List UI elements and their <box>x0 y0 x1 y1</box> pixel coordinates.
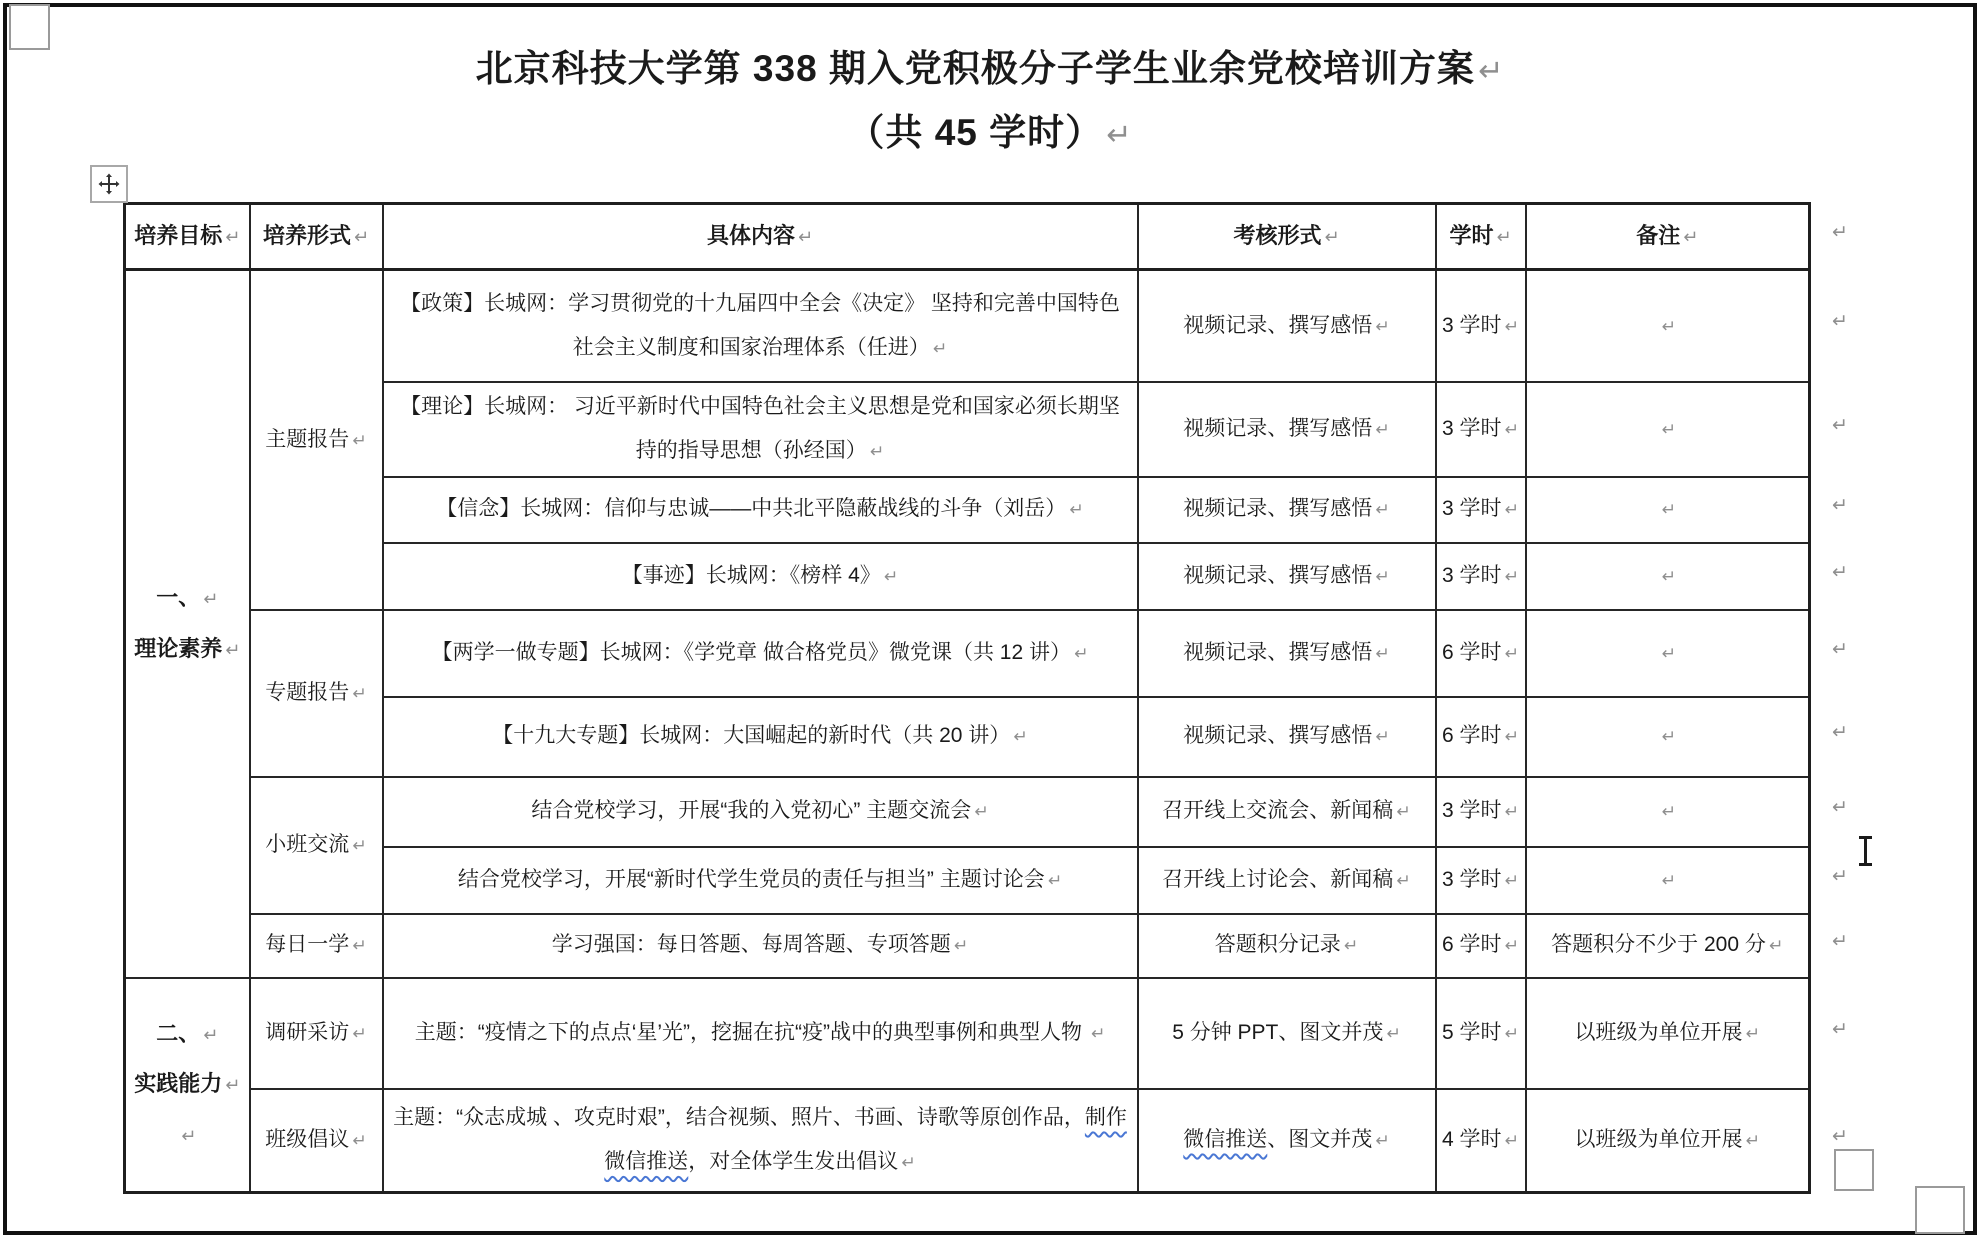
paragraph-mark: ↵ <box>1343 935 1359 956</box>
cell-hours[interactable]: 3 学时 ↵ <box>1436 777 1526 847</box>
paragraph-mark: ↵ <box>1375 1130 1390 1151</box>
paragraph-mark: ↵ <box>1396 869 1411 890</box>
cell-assessment[interactable]: 视频记录、撰写感悟 ↵ <box>1138 697 1436 777</box>
cell-note[interactable]: 以班级为单位开展 ↵ <box>1526 1089 1810 1193</box>
table-row <box>125 777 1810 847</box>
cell-hours[interactable]: 3 学时 ↵ <box>1436 847 1526 914</box>
paragraph-mark: ↵ <box>352 1130 367 1151</box>
paragraph-mark: ↵ <box>1504 315 1519 336</box>
paragraph-mark: ↵ <box>1504 418 1519 439</box>
column-header[interactable]: 考核形式 ↵ <box>1138 204 1436 270</box>
row-end-mark: ↵ <box>1832 638 1848 660</box>
table-row <box>125 1089 1810 1193</box>
paragraph-mark: ↵ <box>225 227 241 248</box>
paragraph-mark: ↵ <box>901 1152 916 1173</box>
cell-hours[interactable]: 6 学时 ↵ <box>1436 610 1526 697</box>
training-table-wrap <box>123 202 1848 1194</box>
paragraph-mark: ↵ <box>1073 642 1089 663</box>
paragraph-mark: ↵ <box>1504 499 1519 520</box>
paragraph-mark: ↵ <box>1496 227 1512 248</box>
cell-note[interactable] <box>1526 477 1810 543</box>
cell-training-form[interactable]: 主题报告 ↵ <box>250 270 383 610</box>
paragraph-mark: ↵ <box>1375 315 1390 336</box>
cell-hours[interactable]: 6 学时 ↵ <box>1436 914 1526 978</box>
cell-note[interactable] <box>1526 847 1810 914</box>
paragraph-mark: ↵ <box>1047 869 1063 890</box>
paragraph-mark: ↵ <box>1504 935 1519 956</box>
paragraph-mark: ↵ <box>181 1126 197 1147</box>
column-header[interactable]: 培养形式 ↵ <box>250 204 383 270</box>
row-end-mark: ↵ <box>1832 797 1848 818</box>
cell-note[interactable] <box>1526 777 1810 847</box>
cell-training-form[interactable]: 调研采访 ↵ <box>250 978 383 1089</box>
cell-assessment[interactable]: 视频记录、撰写感悟 ↵ <box>1138 270 1436 382</box>
table-row <box>125 978 1810 1089</box>
margin-mark-top-left <box>9 4 50 50</box>
cell-hours[interactable]: 6 学时 ↵ <box>1436 697 1526 777</box>
cell-assessment[interactable]: 召开线上讨论会、新闻稿 ↵ <box>1138 847 1436 914</box>
paragraph-mark: ↵ <box>352 682 367 703</box>
paragraph-mark: ↵ <box>1375 418 1390 439</box>
paragraph-mark: ↵ <box>352 935 367 956</box>
cell-content[interactable]: 【政策】长城网：学习贯彻党的十九届四中全会《决定》 坚持和完善中国特色社会主义制度和国家治理体系（任进） ↵ <box>383 270 1138 382</box>
paragraph-mark: ↵ <box>1745 1130 1760 1151</box>
paragraph-mark: ↵ <box>932 337 948 358</box>
paragraph-mark: ↵ <box>352 834 367 855</box>
row-end-mark: ↵ <box>1832 495 1848 516</box>
paragraph-mark: ↵ <box>1069 499 1084 520</box>
row-end-mark: ↵ <box>1832 414 1848 436</box>
row-end-mark: ↵ <box>1832 1126 1848 1147</box>
row-end-mark: ↵ <box>1832 561 1848 583</box>
paragraph-mark: ↵ <box>352 1022 367 1043</box>
paragraph-mark: ↵ <box>225 1075 241 1096</box>
paragraph-mark: ↵ <box>1661 869 1676 890</box>
paragraph-mark: ↵ <box>1375 565 1390 586</box>
cell-hours[interactable]: 3 学时 ↵ <box>1436 382 1526 477</box>
cell-hours[interactable]: 5 学时 ↵ <box>1436 978 1526 1089</box>
training-table <box>123 202 1811 1194</box>
paragraph-mark: ↵ <box>203 589 219 610</box>
paragraph-mark: ↵ <box>1477 55 1505 88</box>
cell-note[interactable] <box>1526 382 1810 477</box>
paragraph-mark: ↵ <box>1745 1022 1760 1043</box>
paragraph-mark: ↵ <box>1504 726 1519 747</box>
cell-assessment[interactable]: 召开线上交流会、新闻稿 ↵ <box>1138 777 1436 847</box>
paragraph-mark: ↵ <box>1375 499 1390 520</box>
table-row <box>125 914 1810 978</box>
cell-content[interactable]: 【两学一做专题】长城网：《学党章 做合格党员》微党课（共 12 讲） ↵ <box>383 610 1138 697</box>
cell-assessment[interactable]: 答题积分记录 ↵ <box>1138 914 1436 978</box>
cell-content[interactable]: 学习强国：每日答题、每周答题、专项答题 ↵ <box>383 914 1138 978</box>
paragraph-mark: ↵ <box>1661 726 1676 747</box>
paragraph-mark: ↵ <box>1661 418 1676 439</box>
row-end-mark: ↵ <box>1832 1018 1848 1040</box>
column-header[interactable]: 具体内容 ↵ <box>383 204 1138 270</box>
cell-note[interactable] <box>1526 543 1810 610</box>
row-end-mark: ↵ <box>1832 222 1848 243</box>
cell-assessment[interactable]: 视频记录、撰写感悟 ↵ <box>1138 543 1436 610</box>
paragraph-mark: ↵ <box>883 565 899 586</box>
cell-note[interactable] <box>1526 610 1810 697</box>
cell-content[interactable]: 主题：“众志成城 、攻克时艰”，结合视频、照片、书画、诗歌等原创作品，制作微信推送，对全体学生发出倡议 ↵ <box>383 1089 1138 1193</box>
cell-training-form[interactable]: 班级倡议 ↵ <box>250 1089 383 1193</box>
paragraph-mark: ↵ <box>1375 642 1390 663</box>
paragraph-mark: ↵ <box>1661 315 1676 336</box>
row-end-mark: ↵ <box>1832 311 1848 332</box>
margin-mark-bottom-right-inner <box>1834 1149 1874 1191</box>
cell-hours[interactable]: 3 学时 ↵ <box>1436 477 1526 543</box>
header-row <box>125 204 1810 270</box>
paragraph-mark: ↵ <box>974 801 989 822</box>
paragraph-mark: ↵ <box>1013 726 1028 747</box>
cell-content[interactable]: 结合党校学习，开展“新时代学生党员的责任与担当” 主题讨论会 ↵ <box>383 847 1138 914</box>
paragraph-mark: ↵ <box>953 935 969 956</box>
paragraph-mark: ↵ <box>203 1024 219 1045</box>
cell-note[interactable]: 答题积分不少于 200 分 ↵ <box>1526 914 1810 978</box>
paragraph-mark: ↵ <box>353 227 370 248</box>
column-header[interactable]: 培养目标 ↵ <box>125 204 250 270</box>
paragraph-mark: ↵ <box>225 639 241 660</box>
paragraph-mark: ↵ <box>1106 119 1133 152</box>
table-row <box>125 270 1810 382</box>
row-end-mark: ↵ <box>1832 722 1848 743</box>
cell-hours[interactable]: 3 学时 ↵ <box>1436 270 1526 382</box>
margin-mark-bottom-right-corner <box>1915 1186 1965 1234</box>
cell-training-goal[interactable]: 一、 ↵ 理论素养 ↵ <box>125 270 250 978</box>
cell-note[interactable]: 以班级为单位开展 ↵ <box>1526 978 1810 1089</box>
cell-assessment[interactable]: 视频记录、撰写感悟 ↵ <box>1138 382 1436 477</box>
cell-assessment[interactable]: 视频记录、撰写感悟 ↵ <box>1138 610 1436 697</box>
paragraph-mark: ↵ <box>1375 726 1390 747</box>
paragraph-mark: ↵ <box>1504 869 1519 890</box>
text-cursor <box>1859 836 1872 866</box>
column-header[interactable]: 学时 ↵ <box>1436 204 1526 270</box>
cell-hours[interactable]: 3 学时 ↵ <box>1436 543 1526 610</box>
document-title[interactable] <box>0 38 1980 92</box>
paragraph-mark: ↵ <box>1661 801 1676 822</box>
cell-content[interactable]: 【事迹】长城网：《榜样 4》 ↵ <box>383 543 1138 610</box>
move-icon <box>97 172 121 196</box>
paragraph-mark: ↵ <box>1504 1022 1519 1043</box>
cell-content[interactable]: 【信念】长城网：信仰与忠诚——中共北平隐蔽战线的斗争（刘岳） ↵ <box>383 477 1138 543</box>
paragraph-mark: ↵ <box>1396 801 1411 822</box>
paragraph-mark: ↵ <box>1386 1022 1401 1043</box>
paragraph-mark: ↵ <box>1504 801 1519 822</box>
paragraph-mark: ↵ <box>1683 227 1699 248</box>
cell-note[interactable] <box>1526 270 1810 382</box>
paragraph-mark: ↵ <box>1768 935 1784 956</box>
cell-hours[interactable]: 4 学时 ↵ <box>1436 1089 1526 1193</box>
cell-note[interactable] <box>1526 697 1810 777</box>
cell-training-form[interactable]: 专题报告 ↵ <box>250 610 383 777</box>
row-end-mark: ↵ <box>1832 931 1848 952</box>
paragraph-mark: ↵ <box>1661 642 1676 663</box>
paragraph-mark: ↵ <box>1661 499 1676 520</box>
document-subtitle[interactable] <box>0 102 1980 156</box>
cell-content[interactable]: 结合党校学习，开展“我的入党初心” 主题交流会 ↵ <box>383 777 1138 847</box>
row-end-mark: ↵ <box>1832 865 1848 887</box>
cell-content[interactable]: 【理论】长城网： 习近平新时代中国特色社会主义思想是党和国家必须长期坚持的指导思想（孙经国） ↵ <box>383 382 1138 477</box>
table-move-handle[interactable] <box>90 165 128 203</box>
paragraph-mark: ↵ <box>797 227 814 248</box>
cell-content[interactable]: 主题：“疫情之下的点点‘星’光”，挖掘在抗“疫”战中的典型事例和典型人物 ↵ <box>383 978 1138 1089</box>
cell-assessment[interactable]: 5 分钟 PPT、图文并茂 ↵ <box>1138 978 1436 1089</box>
paragraph-mark: ↵ <box>1090 1022 1106 1043</box>
cell-training-form[interactable]: 小班交流 ↵ <box>250 777 383 914</box>
cell-assessment[interactable]: 微信推送、图文并茂 ↵ <box>1138 1089 1436 1193</box>
paragraph-mark: ↵ <box>869 441 885 461</box>
subtitle-text: （共 45 学时） <box>847 112 1104 153</box>
cell-training-form[interactable]: 每日一学 ↵ <box>250 914 383 978</box>
paragraph-mark: ↵ <box>352 429 367 450</box>
paragraph-mark: ↵ <box>1504 642 1519 663</box>
cell-content[interactable]: 【十九大专题】长城网：大国崛起的新时代（共 20 讲） ↵ <box>383 697 1138 777</box>
paragraph-mark: ↵ <box>1504 565 1519 586</box>
paragraph-mark: ↵ <box>1324 227 1340 248</box>
table-row <box>125 610 1810 697</box>
paragraph-mark: ↵ <box>1661 565 1676 586</box>
column-header[interactable]: 备注 ↵ <box>1526 204 1810 270</box>
paragraph-mark: ↵ <box>1504 1130 1519 1151</box>
cell-training-goal[interactable]: 二、 ↵ 实践能力 ↵ ↵ <box>125 978 250 1193</box>
title-text: 北京科技大学第 338 期入党积极分子学生业余党校培训方案 <box>475 48 1475 89</box>
cell-assessment[interactable]: 视频记录、撰写感悟 ↵ <box>1138 477 1436 543</box>
